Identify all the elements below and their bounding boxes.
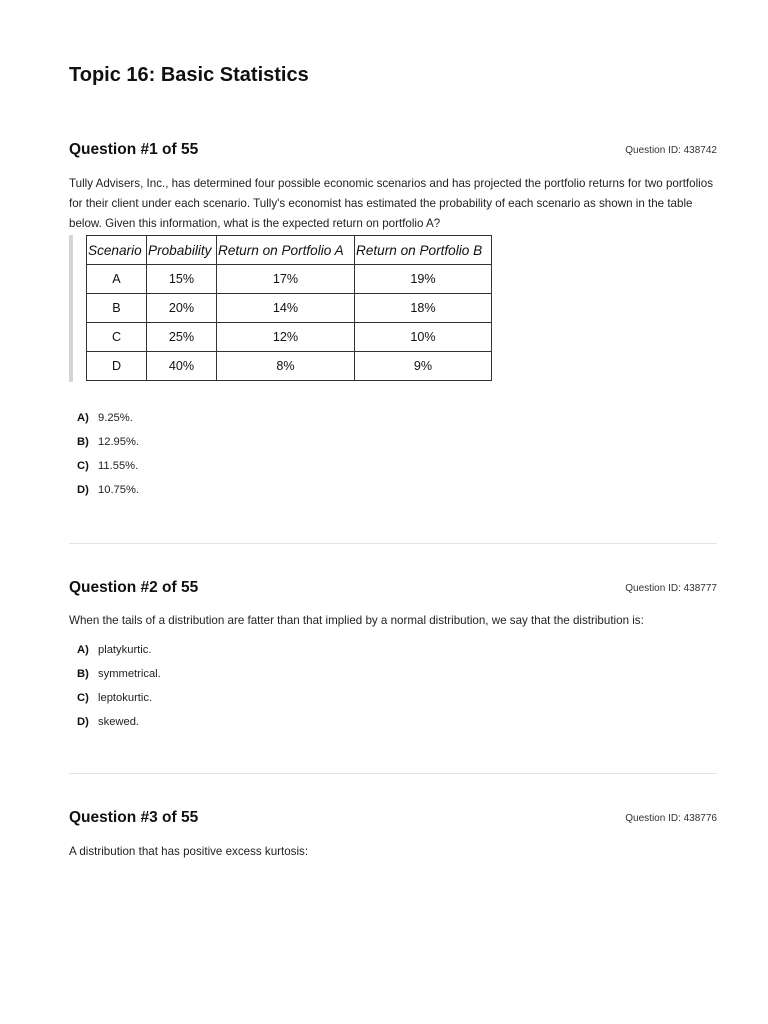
answer-option-b[interactable] bbox=[69, 668, 717, 692]
question-header bbox=[69, 141, 717, 163]
answer-letter: B) bbox=[77, 436, 89, 448]
table-cell: A bbox=[87, 265, 147, 294]
table-cell: 15% bbox=[147, 265, 217, 294]
question-title: Question #3 of 55 bbox=[69, 809, 199, 826]
answer-letter: C) bbox=[77, 692, 89, 704]
table-cell: 17% bbox=[217, 265, 355, 294]
answer-option-d[interactable] bbox=[69, 716, 717, 740]
table-row bbox=[87, 352, 492, 381]
question-text: Tully Advisers, Inc., has determined four possible economic scenarios and has projected the portfolio returns for two portfolios for their client under each scenario. Tully's economist has estimated the probability of each scenario as shown in the table below. Given this information, what is the expected return on portfolio A? bbox=[69, 177, 713, 230]
table-cell: 20% bbox=[147, 294, 217, 323]
question-header bbox=[69, 809, 717, 831]
table-cell: 18% bbox=[355, 294, 492, 323]
column-header: Return on Portfolio A bbox=[217, 236, 355, 265]
table-row bbox=[87, 323, 492, 352]
table-cell: 14% bbox=[217, 294, 355, 323]
question-1 bbox=[69, 141, 717, 508]
question-id: Question ID: 438776 bbox=[625, 813, 717, 824]
topic-title: Topic 16: Basic Statistics bbox=[69, 64, 309, 86]
answer-letter: C) bbox=[77, 460, 89, 472]
answer-list bbox=[69, 412, 717, 508]
table-cell: C bbox=[87, 323, 147, 352]
answer-text: 10.75%. bbox=[98, 484, 140, 496]
table-cell: 9% bbox=[355, 352, 492, 381]
answer-option-c[interactable] bbox=[69, 460, 717, 484]
table-row bbox=[87, 294, 492, 323]
column-header: Return on Portfolio B bbox=[355, 236, 492, 265]
question-title: Question #2 of 55 bbox=[69, 579, 199, 596]
answer-text: 12.95%. bbox=[98, 436, 140, 448]
answer-letter: A) bbox=[77, 412, 89, 424]
question-title: Question #1 of 55 bbox=[69, 141, 199, 158]
answer-option-c[interactable] bbox=[69, 692, 717, 716]
answer-option-a[interactable] bbox=[69, 644, 717, 668]
answer-text: symmetrical. bbox=[98, 668, 161, 680]
answer-option-d[interactable] bbox=[69, 484, 717, 508]
column-header: Probability bbox=[147, 236, 217, 265]
table-cell: 12% bbox=[217, 323, 355, 352]
answer-text: skewed. bbox=[98, 716, 140, 728]
question-divider bbox=[69, 543, 717, 544]
answer-text: 9.25%. bbox=[98, 412, 133, 424]
question-text: When the tails of a distribution are fatter than that implied by a normal distribution, we say that the distribution is: bbox=[69, 614, 644, 627]
question-3 bbox=[69, 809, 717, 862]
question-id: Question ID: 438777 bbox=[625, 583, 717, 594]
question-2 bbox=[69, 579, 717, 740]
question-id: Question ID: 438742 bbox=[625, 145, 717, 156]
answer-option-a[interactable] bbox=[69, 412, 717, 436]
question-divider bbox=[69, 773, 717, 774]
table-cell: 40% bbox=[147, 352, 217, 381]
scenario-table bbox=[86, 235, 492, 381]
table-cell: B bbox=[87, 294, 147, 323]
answer-text: leptokurtic. bbox=[98, 692, 153, 704]
answer-letter: A) bbox=[77, 644, 89, 656]
column-header: Scenario bbox=[87, 236, 147, 265]
table-cell: 25% bbox=[147, 323, 217, 352]
answer-letter: D) bbox=[77, 716, 89, 728]
table-cell: D bbox=[87, 352, 147, 381]
question-text: A distribution that has positive excess kurtosis: bbox=[69, 845, 309, 858]
scenario-table-block bbox=[69, 235, 499, 382]
table-cell: 19% bbox=[355, 265, 492, 294]
question-header bbox=[69, 579, 717, 601]
table-cell: 8% bbox=[217, 352, 355, 381]
answer-letter: D) bbox=[77, 484, 89, 496]
answer-letter: B) bbox=[77, 668, 89, 680]
table-header-row bbox=[87, 236, 492, 265]
answer-option-b[interactable] bbox=[69, 436, 717, 460]
answer-list bbox=[69, 644, 717, 740]
table-row bbox=[87, 265, 492, 294]
answer-text: 11.55%. bbox=[98, 460, 139, 472]
answer-text: platykurtic. bbox=[98, 644, 152, 656]
table-cell: 10% bbox=[355, 323, 492, 352]
